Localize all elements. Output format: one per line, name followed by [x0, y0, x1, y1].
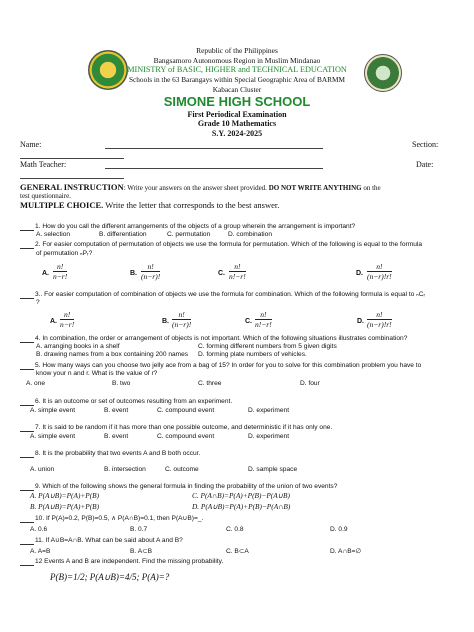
q3-option-d-label: D.	[357, 318, 364, 325]
q11-option-a: A. A=B	[30, 548, 51, 555]
general-instruction	[20, 183, 381, 192]
instruction-label: GENERAL INSTRUCTION	[20, 182, 124, 192]
answer-blank[interactable]	[20, 335, 34, 343]
region-line: Bangsamoro Autonomous Region in Muslim Mindanao	[153, 56, 321, 65]
q10-option-a: A. 0.6	[30, 526, 48, 533]
q3-option-a-formula: $\frac{n!}{n-r!}$	[60, 310, 75, 329]
q5-option-c: C. three	[198, 380, 222, 387]
school-name: SIMONE HIGH SCHOOL	[163, 94, 311, 109]
question-text: 12 Events A and B are independent. Find the missing probability.	[35, 558, 224, 565]
q2-option-c-formula: $\frac{n!}{n!-r!}$	[229, 262, 246, 281]
question-9	[20, 483, 337, 491]
answer-blank[interactable]	[20, 424, 34, 432]
question-5-cont: know your n and r. What is the value of r?	[36, 370, 158, 377]
q8-option-c: C. outcome	[165, 466, 199, 473]
answer-blank[interactable]	[20, 362, 34, 370]
question-text: 9. Which of the following shows the general formula in finding the probability of the union of two events?	[35, 483, 338, 490]
q7-option-a: A. simple event	[30, 433, 76, 440]
multiple-choice-heading	[20, 201, 279, 209]
section-label: Section:	[412, 140, 439, 149]
q2-option-b-formula: $\frac{n!}{(n-r)!}$	[141, 262, 161, 281]
teacher-label: Math Teacher:	[20, 160, 67, 169]
q2-option-c-label: C.	[218, 270, 225, 277]
question-7	[20, 424, 332, 432]
q3-option-d-formula: $\frac{n!}{(n-r)!r!}$	[367, 310, 392, 329]
answer-blank[interactable]	[20, 291, 34, 299]
question-text: 10. If P(A)=0.2, P(B)=0.5, ∧ P(A∩B)=0.1, then P(A∪B)=_.	[35, 515, 204, 522]
school-year: S.Y. 2024-2025	[211, 129, 263, 138]
question-10	[20, 515, 203, 523]
q1-option-b: B. differentiation	[99, 231, 147, 238]
q9-option-c: C. P(A∩B)=P(A)+P(B)−P(A∪B)	[192, 491, 290, 500]
teacher-field-continued[interactable]	[20, 178, 124, 179]
name-label: Name:	[20, 140, 42, 149]
q8-option-d: D. sample space	[248, 466, 298, 473]
republic-line: Republic of the Philippines	[196, 46, 278, 55]
answer-blank[interactable]	[20, 398, 34, 406]
q4-option-a: A. arranging books in a shelf	[36, 343, 120, 350]
q7-option-d: D. experiment	[248, 433, 290, 440]
q3-option-c-label: C.	[245, 318, 252, 325]
q5-option-a: A. one	[26, 380, 46, 387]
name-field-continued[interactable]	[20, 158, 124, 159]
q6-option-b: B. event	[104, 407, 129, 414]
q11-option-d: D. A∩B=∅	[330, 548, 362, 555]
name-field[interactable]	[105, 148, 323, 149]
cluster-line: Kabacan Cluster	[212, 85, 262, 94]
q10-option-d: D. 0.9	[330, 526, 348, 533]
answer-blank[interactable]	[20, 450, 34, 458]
mc-label: MULTIPLE CHOICE.	[20, 200, 104, 210]
question-1	[20, 223, 355, 231]
question-3	[20, 291, 425, 299]
question-text: 6. It is an outcome or set of outcomes resulting from an experiment.	[35, 398, 233, 405]
question-text: 8. It is the probability that two events A and B both occur.	[35, 450, 201, 457]
q3-option-c-formula: $\frac{n!}{n!-r!}$	[255, 310, 272, 329]
q9-option-a: A. P(A∪B)=P(A)+P(B)	[30, 491, 100, 500]
grade-title: Grade 10 Mathematics	[197, 119, 277, 128]
question-3-cont: ?	[36, 299, 40, 306]
q5-option-b: B. two	[112, 380, 131, 387]
q3-option-b-label: B.	[162, 318, 169, 325]
q11-option-c: C. B⊂A	[226, 548, 249, 555]
q6-option-c: C. compound event	[157, 407, 215, 414]
q10-option-b: B. 0.7	[130, 526, 148, 533]
q4-option-b: B. drawing names from a box containing 200 names	[36, 351, 189, 358]
teacher-field[interactable]	[105, 168, 323, 169]
answer-blank[interactable]	[20, 483, 34, 491]
q6-option-d: D. experiment	[248, 407, 290, 414]
q2-option-b-label: B.	[130, 270, 137, 277]
question-text: 7. It is said to be random if it has more than one possible outcome, and deterministic if it has only one.	[35, 424, 333, 431]
q2-option-d-label: D.	[356, 270, 363, 277]
question-text: 11. If A∪B=A∩B. What can be said about A and B?	[35, 537, 183, 544]
answer-blank[interactable]	[20, 223, 34, 231]
q8-option-b: B. intersection	[104, 466, 146, 473]
question-11	[20, 537, 183, 545]
q4-option-c: C. forming different numbers from 5 given digits	[198, 343, 337, 350]
q10-option-c: C. 0.8	[226, 526, 244, 533]
answer-blank[interactable]	[20, 558, 34, 566]
q6-option-a: A. simple event	[30, 407, 76, 414]
mc-text: Write the letter that corresponds to the best answer.	[103, 200, 280, 210]
question-text: 2. For easier computation of permutation of objects we use the formula for permutation. Which of the following is equal to the formula	[35, 241, 423, 248]
q12-formula: P(B)=1/2; P(A∪B)=4/5; P(A)=?	[50, 572, 170, 582]
instruction-text: : Write your answers on the answer sheet provided.	[123, 184, 269, 192]
answer-blank[interactable]	[20, 241, 34, 249]
q2-option-d-formula: $\frac{n!}{(n-r)!r!}$	[367, 262, 392, 281]
instruction-line2: test questionnaire.	[20, 192, 71, 200]
answer-blank[interactable]	[20, 537, 34, 545]
schools-line: Schools in the 63 Barangays within Special Geographic Area of BARMM	[128, 75, 346, 84]
date-label: Date:	[416, 160, 434, 169]
q11-option-b: B. A⊂B	[130, 548, 153, 555]
q7-option-b: B. event	[104, 433, 129, 440]
q9-option-d: D. P(A∪B)=P(A)+P(B)−P(A∩B)	[192, 502, 291, 511]
question-5	[20, 362, 421, 370]
q8-option-a: A. union	[30, 466, 55, 473]
question-text: 3.. For easier computation of combination of objects we use the formula for combination. Which of the following formula is equal to ₙCᵣ	[35, 291, 426, 298]
question-text: 1. How do you call the different arrangements of the objects of a group wherein the arrangement is important?	[35, 223, 356, 230]
question-6	[20, 398, 232, 406]
q3-option-a-label: A.	[50, 318, 57, 325]
question-text: 4. In combination, the order or arrangement of objects is not important. Which of the following situations illustrates combination?	[35, 335, 408, 342]
answer-blank[interactable]	[20, 515, 34, 523]
q4-option-d: D. forming plate numbers of vehicles.	[198, 351, 307, 358]
q2-option-a-formula: $\frac{n!}{n-r!}$	[53, 262, 68, 281]
q9-option-b: B. P(A∪B)=P(A)+P(B)	[30, 502, 100, 511]
q1-option-a: A. selection	[36, 231, 71, 238]
q5-option-d: D. four	[300, 380, 320, 387]
question-2	[20, 241, 422, 249]
question-8	[20, 450, 200, 458]
question-text: 5. How many ways can you choose two jelly ace from a bag of 15? In order for you to solve for this combination problem you have to	[35, 362, 422, 369]
q1-option-c: C. permutation	[167, 231, 211, 238]
q3-option-b-formula: $\frac{n!}{(n-r)!}$	[172, 310, 192, 329]
q1-option-d: D. combination	[228, 231, 272, 238]
instruction-emphasis: DO NOT WRITE ANYTHING	[268, 184, 362, 192]
instruction-tail: on the	[361, 184, 381, 192]
ministry-line: MINISTRY of BASIC, HIGHER and TECHNICAL EDUCATION	[127, 65, 347, 74]
question-12	[20, 558, 223, 566]
q2-option-a-label: A.	[42, 270, 49, 277]
question-4	[20, 335, 407, 343]
q7-option-c: C. compound event	[157, 433, 215, 440]
exam-title: First Periodical Examination	[187, 110, 287, 119]
question-2-cont: of permutation ₙPᵣ?	[36, 250, 93, 257]
